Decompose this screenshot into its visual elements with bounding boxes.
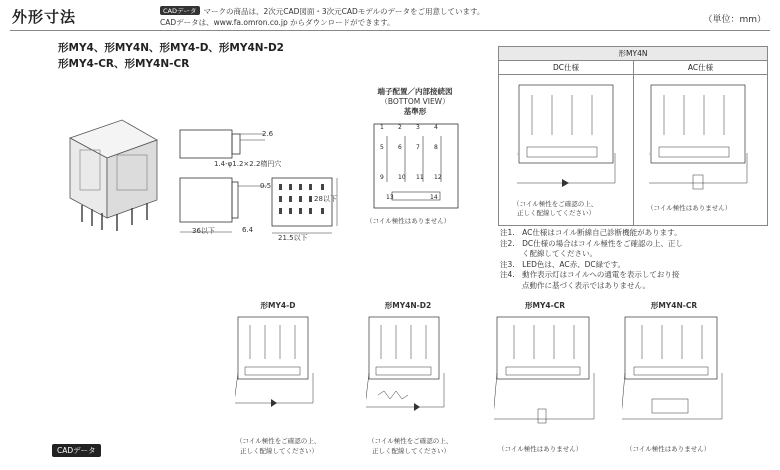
terminal-caption: （コイル極性はありません） (366, 217, 451, 225)
diagram-my4n-cr (622, 315, 732, 425)
my4n-panel (498, 46, 768, 226)
dim-2-6: 2.6 (262, 130, 274, 138)
dim-21-5: 21.5以下 (278, 234, 308, 242)
model-line-2: 形MY4-CR、形MY4N-CR (58, 58, 190, 70)
my4n-d2-caption-2: 正しく配線してください） (372, 447, 450, 455)
label-my4n-d2: 形MY4N-D2 (384, 301, 432, 310)
note-2: 注2. DC仕様の場合はコイル極性をご確認の上、正し (500, 238, 683, 248)
label-my4-d: 形MY4-D (260, 301, 296, 310)
terminal-title-2: （BOTTOM VIEW） (380, 97, 450, 106)
note-2-cont: く配線してください。 (522, 249, 597, 258)
dim-hole: 1.4-φ1.2×2.2楕円穴 (214, 160, 282, 168)
my4-cr-caption: （コイル極性はありません） (498, 445, 583, 453)
ac-caption: （コイル極性はありません） (647, 204, 732, 212)
dim-36: 36以下 (192, 227, 215, 235)
dim-6-4: 6.4 (242, 226, 254, 234)
diagram-my4-d (235, 315, 325, 420)
dim-0-5: 0.5 (260, 182, 272, 190)
dc-spec-label: DC仕様 (552, 63, 579, 72)
relay-illustration (62, 110, 162, 235)
my4n-panel-title: 形MY4N (499, 47, 767, 61)
my4n-cr-caption: （コイル極性はありません） (626, 445, 711, 453)
header-rule (10, 30, 770, 31)
terminal-title-3: 基準形 (403, 107, 427, 116)
cad-data-badge: CADデータ (52, 444, 101, 457)
note-1: 注1. AC仕様はコイル断線自己診断機能があります。 (500, 228, 682, 237)
note-3: 注3. LED色は、AC赤、DC緑です。 (500, 259, 625, 269)
dc-wiring-diagram (517, 83, 617, 193)
unit-label: （単位：mm） (703, 15, 766, 25)
my4-d-caption-1: （コイル極性をご確認の上、 (236, 437, 321, 445)
label-my4n-cr: 形MY4N-CR (650, 301, 698, 310)
terminal-title-1: 端子配置／内部接続図 (377, 87, 453, 96)
dim-28: 28以下 (314, 195, 337, 203)
note-4-cont: 点動作に基づく表示ではありません。 (522, 280, 650, 290)
diagram-my4n-d2 (366, 315, 456, 420)
model-line-1: 形MY4、形MY4N、形MY4-D、形MY4N-D2 (58, 42, 284, 54)
diagram-my4-cr (494, 315, 604, 425)
my4-d-caption-2: 正しく配線してください） (240, 447, 318, 455)
ac-spec-label: AC仕様 (687, 63, 714, 72)
notes (500, 228, 683, 291)
cad-note-1: CADデータ マークの商品は、2次元CAD図面・3次元CADモデルのデータをご用意しています。 (160, 6, 484, 17)
dc-caption-1: （コイル極性をご確認の上、 (513, 200, 598, 208)
label-my4-cr: 形MY4-CR (524, 301, 565, 310)
dc-caption-2: 正しく配線してください） (517, 209, 595, 217)
my4n-d2-caption-1: （コイル極性をご確認の上、 (368, 437, 453, 445)
cad-badge: CADデータ (160, 6, 200, 15)
note-4: 注4. 動作表示灯はコイルへの通電を表示しており接 (500, 270, 680, 279)
ac-wiring-diagram (649, 83, 749, 193)
page-title: 外形寸法 (12, 8, 77, 26)
cad-note-2: CADデータは、www.fa.omron.co.jp からダウンロードができます。 (160, 18, 395, 27)
